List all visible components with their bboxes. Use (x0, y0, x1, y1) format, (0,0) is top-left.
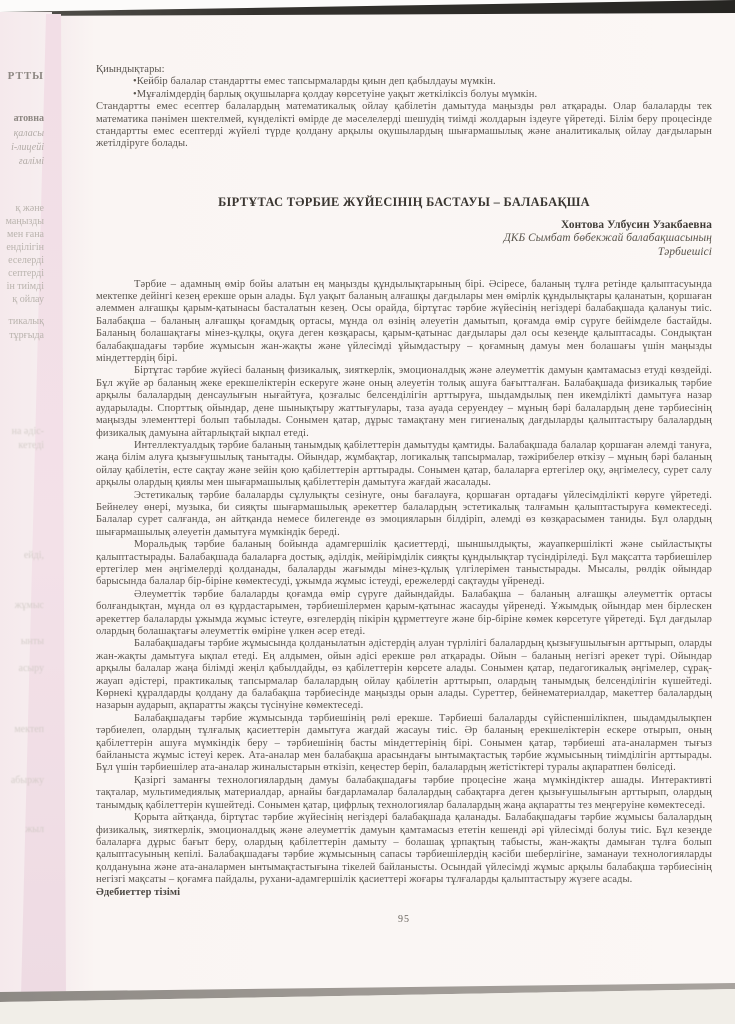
margin-fragment: РТТЫ (7, 71, 44, 82)
author-role: Тәрбиешісі (657, 246, 712, 259)
article-paragraph: Моральдық тәрбие баланың бойында адамгершілік қасиеттерді, шыншылдықты, жауапкершілікті және сыйластықты қалыптастырады. Балабақшада балаларға достық, әділдік, мейірімділік сияқты құндылықтар түсіндіріледі. Бұл мақсатта тәрбиешілер ертегілер мен әңгімелерді қолданады, балаларды жағымды мінез-құлық үлгілерімен таныстырады. Мысалы, рөлдік ойындар барысында балалар бір-біріне көмектесуді, ұжымда жұмыс істеуді, ережелерді сақтауды үйренеді. (96, 539, 712, 588)
margin-fragment: ейді, (23, 550, 44, 561)
margin-fragment: ін тиімді (6, 281, 44, 292)
difficulties-bullet: •Мұғалімдердің барлық оқушыларға қолдау көрсетуіне уақыт жеткіліксіз болуы мүмкін. (133, 88, 538, 100)
margin-fragment: асыру (18, 663, 44, 674)
margin-fragment: мен ғана (7, 229, 44, 240)
margin-fragment: қ ойлау (12, 294, 44, 305)
article-title: БІРТҰТАС ТӘРБИЕ ЖҮЙЕСІНІҢ БАСТАУЫ – БАЛАБАҚША (218, 194, 590, 209)
margin-fragment: кетеді (18, 440, 44, 451)
references-heading: Әдебиеттер тізімі (96, 886, 181, 898)
intro-paragraph: Стандартты емес есептер балалардың математикалық ойлау қабілетін дамытуда маңызды рөл атқарады. Олар балаларды тек математика пәнімен шектелмей, күнделікті өмірде де мәселелерді шешудің тиімді жолдарын іздеуге үйретеді. Білім беру процесінде стандартты емес есептерді жүйелі түрде қолдану арқылы оқушылардың шығармашылық және аналитикалық ойлау дағдыларын жетілдіруге болады. (96, 101, 712, 150)
margin-fragment: маңызды (5, 216, 44, 227)
article-paragraph: Әлеуметтік тәрбие балаларды қоғамда өмір сүруге дайындайды. Балабақша – баланың алғашқы әлеуметтік ортасы болғандықтан, мұнда ол өз құрдастарымен, тәрбиешілермен қарым-қатынас жасауды үйренеді. Ұжымдық ойындар мен бірлескен әрекеттер балаларды ұжымда жұмыс істеуге, өзгелердің пікірін құрметтеуге және бір-біріне көмек көрсетуге үйретеді. Бұл дағдылар олардың болашақтағы әлеуметтік өміріне үлкен әсер етеді. (96, 588, 712, 637)
margin-fragment: қаласы (13, 128, 44, 139)
article-paragraph: Интеллектуалдық тәрбие баланың танымдық қабілеттерін дамытуды қамтиды. Балабақшада балалар қоршаған әлемді тануға, жаңа білім алуға қызығушылық танытады. Ойындар, жұмбақтар, логикалық тапсырмалар, тәжірибелер өткізу – мұның бәрі баланың ойлау қабілетін, есте сақтау және зейін қою қабілеттерін арттырады. Сонымен қатар, балаларға ертегілер оқу, әңгімелесу, сурет салу арқылы олардың қиялы мен шығармашылық қабілеттерін дамытуға жағдай жасалады. (96, 439, 712, 489)
author-name: Хонтова Улбусин Узакбаевна (561, 218, 712, 231)
margin-fragment: жыл (25, 824, 44, 835)
margin-fragment: абыржу (10, 775, 44, 786)
page-number: 95 (398, 913, 410, 925)
article-paragraph: Тәрбие – адамның өмір бойы алатын ең маңызды құндылықтарының бірі. Әсіресе, баланың тұлға ретінде қалыптасуында мектепке дейінгі кезең ерекше орын алады. Бұл уақыт баланың алғашқы дағдылары мен өмірлік құндылықтары қаланатын, қоршаған әлеммен алғашқы қарым-қатынасы басталатын кезең. Осы орайда, біртұтас тәрбие жүйесінің негіздері балабақшада қалануы тиіс. Балабақша – баланың алғашқы қоғамдық ортасы, мұнда ол өзінің әлеуетін дамытып, қоғамда өмір сүруге бейімделе бастайды. Баланың болашақтағы мінез-құлқы, оқуға деген көзқарасы, қарым-қатынас дағдылары дәл осы кезеңде қалыптасады. Сондықтан балабақшадағы тәрбие жұмысын жан-жақты және үйлесімді ұйымдастыру – қоғамның дамуы мен болашағы үшін маңызды міндеттердің бірі. (96, 278, 712, 365)
margin-fragment: тикалық (8, 316, 44, 327)
margin-fragment: тұрғыда (9, 330, 44, 341)
page-text-column (96, 64, 712, 926)
margin-fragment: атовна (13, 113, 44, 124)
margin-fragment: ынты (20, 636, 44, 647)
margin-fragment: еселерді (8, 255, 44, 266)
margin-fragment: жұмыс (14, 600, 44, 611)
article-paragraph: Қазіргі заманғы технологиялардың дамуы балабақшадағы тәрбие процесіне жаңа мүмкіндіктер ашады. Интерактивті тақталар, мультимедиялық материалдар, арнайы бағдарламалар балалардың сабақтарға деген қызығушылығын арттырып, олардың танымдық қабілеттерін күшейтеді. Сонымен қатар, цифрлық технологиялар балалардың жаңа ақпаратты тез меңгеруіне көмектеседі. (96, 774, 712, 811)
article-paragraph: Балабақшадағы тәрбие жұмысында қолданылатын әдістердің алуан түрлілігі балалардың қызығушылығын арттырып, оларды жан-жақты дамытуға ықпал етеді. Ең алдымен, ойын әдісі ерекше рөл атқарады. Ойын – баланың негізгі әрекет түрі. Ойындар арқылы балалар жаңа білімді жеңіл қабылдайды, өз қабілеттерін көрсете алады. Сонымен қатар, педагогикалық әңгімелер, сұрақ-жауап әдістері, практикалық тапсырмалар балалардың ойлау қабілетін арттырып, олардың танымдық белсенділігін күшейтеді. Көрнекі құралдарды қолдану да балабақша тәрбиесінде маңызды орын алады. Суреттер, бейнематериалдар, макеттер балалардың назарын аударып, ақпаратты жақсы түсінуіне көмектеседі. (96, 638, 712, 712)
margin-fragment: ғалімі (18, 156, 44, 167)
author-affiliation: ДКБ Сымбат бөбекжай балабақшасының (503, 232, 712, 245)
difficulties-heading: Қиындықтары: (96, 64, 165, 75)
difficulties-bullet: •Кейбір балалар стандартты емес тапсырмаларды қиын деп қабылдауы мүмкін. (133, 76, 496, 88)
margin-fragment: на әдіс- (11, 426, 44, 437)
byline (96, 219, 712, 260)
margin-fragment: қ және (15, 203, 44, 214)
margin-fragment: мектеп (14, 724, 44, 735)
margin-fragment: септерді (8, 268, 44, 279)
article-paragraph: Біртұтас тәрбие жүйесі баланың физикалық, зияткерлік, эмоционалдық және әлеуметтік дамуын қамтамасыз етуді көздейді. Бұл жүйе әр баланың жеке ерекшеліктерін ескеруге және оның әлеуетін толық ашуға бағытталған. Балабақшада физикалық тәрбие арқылы балалардың денсаулығын нығайтуға, қозғалыс белсенділігін арттыруға, шыдамдылық пен икемділікті дамытуға назар аударылады. Спорттық ойындар, дене шынықтыру жаттығулары, таза ауада серуендеу – мұның бәрі балалардың дене тәрбиесінің маңызды элементтері болып табылады. Сонымен қатар, дұрыс тамақтану мен гигиеналық дағдыларды қалыптастыру балалардың физикалық дамуына айтарлықтай ықпал етеді. (96, 365, 712, 439)
margin-fragment: енділігін (6, 242, 44, 253)
article-paragraph: Балабақшадағы тәрбие жұмысында тәрбиешінің рөлі ерекше. Тәрбиеші балаларды сүйіспеншілікпен, шыдамдылықпен тәрбиелеп, олардың тұлғалық қасиеттерін дамытуға жағдай жасауы тиіс. Әр баланың ерекшеліктерін ескере отырып, оның қабілеттерін ашуға мүмкіндік беру – тәрбиешінің басты міндеттерінің бірі. Сонымен қатар, тәрбиеші ата-аналармен тығыз байланыста жұмыс істеуі керек. Ата-аналар мен балабақша арасындағы ынтымақтастық тәрбие жұмысының тиімділігін арттырады. Бұл үшін тәрбиешілер ата-аналар жиналыстарын өткізіп, кеңестер беріп, балалардың жетістіктері туралы ақпаратпен бөліседі. (96, 712, 712, 774)
margin-fragment: і-лицейі (11, 142, 44, 153)
article-paragraph: Қорыта айтқанда, біртұтас тәрбие жүйесінің негіздері балабақшада қаланады. Балабақшадағы тәрбие жұмысы балалардың физикалық, зияткерлік, эмоционалдық және әлеуметтік дамуын қамтамасыз ететін кешенді әрі үйлесімді болуы тиіс. Бұл кезеңде балаларға дұрыс бағыт беру, олардың қабілеттерін дамыту – болашақ ұрпақтың табысты, жан-жақты дамыған тұлға болып қалыптасуының кепілі. Балабақшадағы тәрбие жұмысының сапасы тәрбиешілердің кәсіби шеберлігіне, заманауи технологияларды қолдануына және ата-аналармен ынтымақтастығына тікелей байланысты. Осындай үйлесімді жұмыс арқылы балабақша тәрбиесінің негізгі мақсаты – қоғамға пайдалы, рухани-адамгершілік қасиеттері жоғары тұлғаларды қалыптастыру жүзеге асады. (96, 812, 712, 886)
article-paragraph: Эстетикалық тәрбие балаларды сұлулықты сезінуге, оны бағалауға, қоршаған ортадағы үйлесімділікті көруге үйретеді. Бейнелеу өнері, музыка, би сияқты шығармашылық әрекеттер балалардың эстетикалық талғамын қалыптастыруға көмектеседі. Балалар сурет салғанда, ән айтқанда немесе билегенде өз эмоцияларын білдіріп, әлемді өз көзқарасымен таниды. Бұл олардың шығармашылық әлеуетін дамытуға мүмкіндік береді. (96, 489, 712, 538)
